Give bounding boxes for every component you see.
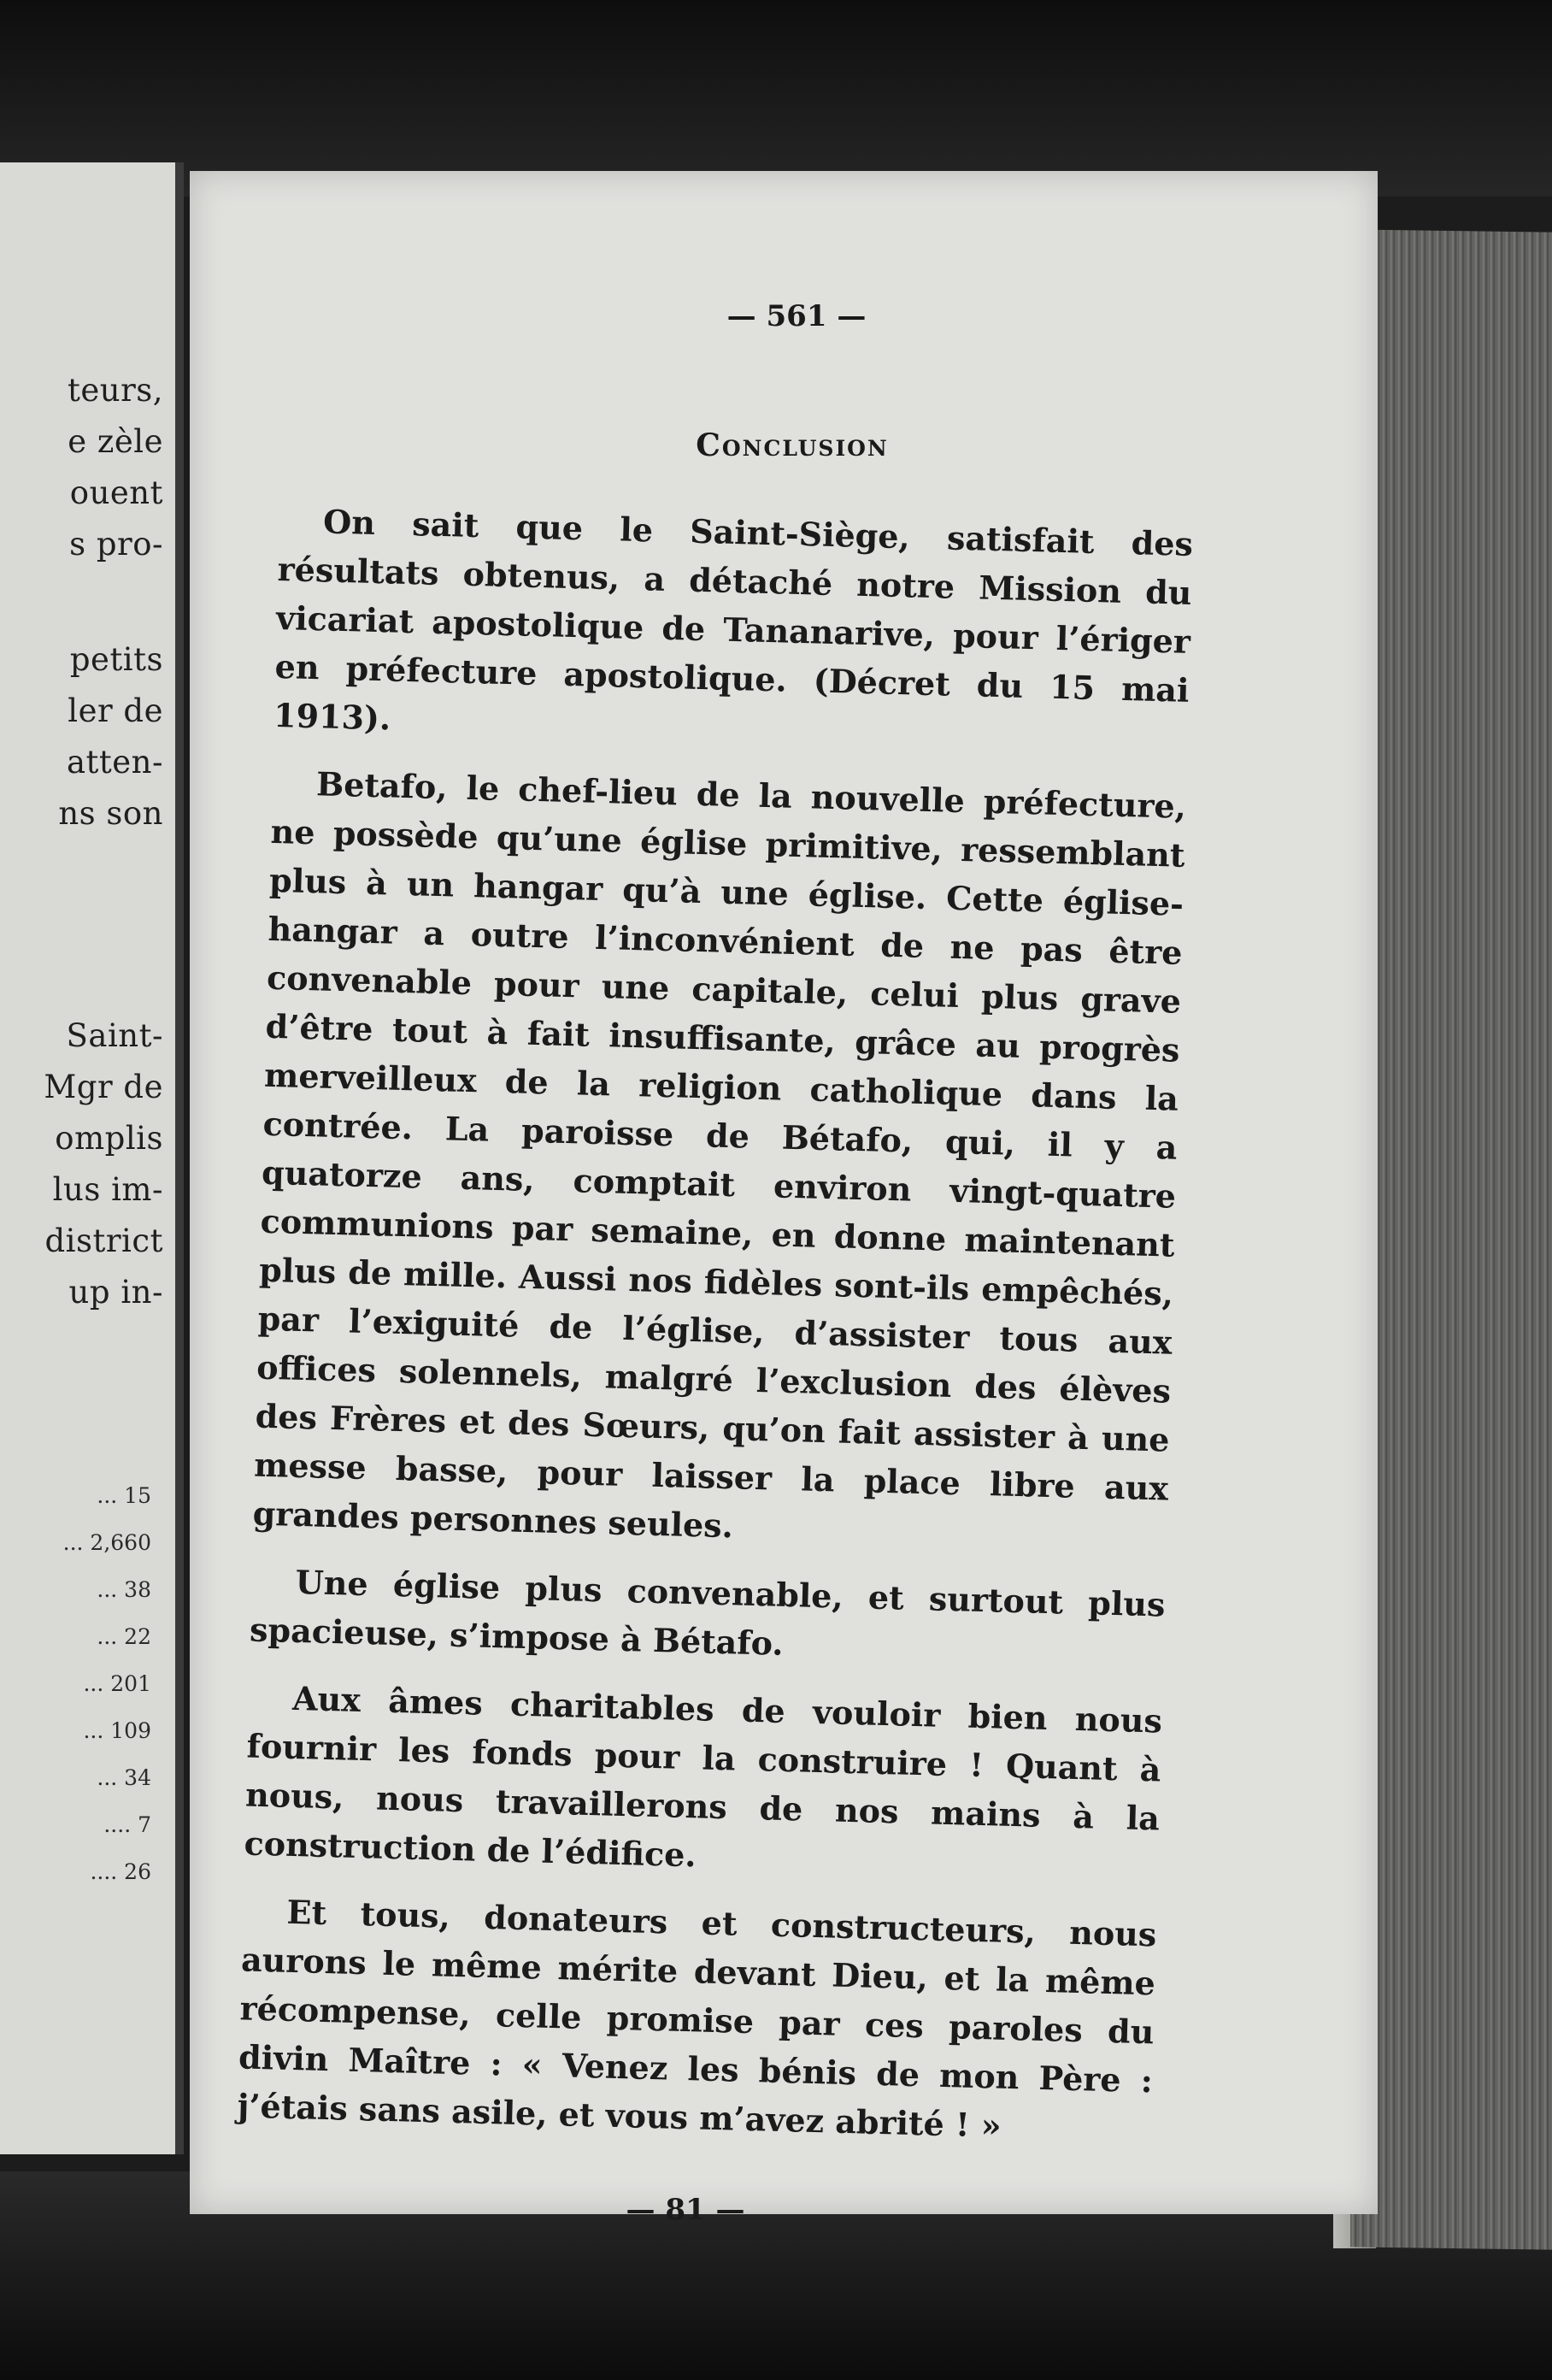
left-page-number: ... 109 xyxy=(83,1718,151,1743)
left-page-number: ... 34 xyxy=(97,1765,151,1790)
paragraph: Betafo, le chef-lieu de la nouvelle préfecture, ne possède qu’une église primitive, ressemblant plus à un hangar qu’à une église. Cette église-hangar a outre l’inconvénient de ne pas être convenable pour une capitale, celui plus grave d’être tout à fait insuffisante, grâce au progrès merveilleux de la religion catholique dans la contrée. La paroisse de Bétafo, qui, il y a quatorze ans, comptait environ vingt-quatre communions par semaine, en donne maintenant plus de mille. Aussi nos fidèles sont-ils empêchés, par l’exiguité de l’église, d’assister tous aux offices solennels, malgré l’exclusion des élèves des Frères et des Sœurs, qu’on fait assister à une messe basse, pour laisser la place libre aux grandes personnes seules. xyxy=(252,764,1187,1546)
left-page-line: ns son xyxy=(58,795,163,832)
left-page-line: omplis xyxy=(55,1120,163,1157)
main-page xyxy=(190,171,1378,2227)
paragraph: Une église plus convenable, et surtout plus spacieuse, s’impose à Bétafo. xyxy=(249,1562,1166,1663)
page-number-bottom: — 81 — xyxy=(626,2193,745,2227)
left-page-line: lus im- xyxy=(52,1171,163,1208)
left-page xyxy=(0,162,184,2154)
page-number-top: — 561 — xyxy=(726,299,867,333)
section-title: Conclusion xyxy=(696,427,889,463)
left-page-line: s pro- xyxy=(69,526,163,563)
left-page-line: up in- xyxy=(68,1274,163,1311)
left-page-line: atten- xyxy=(66,744,163,781)
left-page-number: ... 15 xyxy=(97,1483,151,1508)
left-page-line: teurs, xyxy=(67,372,163,409)
left-page-line: petits xyxy=(69,641,163,678)
left-page-line: Mgr de xyxy=(44,1069,163,1105)
left-page-line: ler de xyxy=(68,692,163,729)
left-page-number: ... 38 xyxy=(97,1577,151,1602)
left-page-line: district xyxy=(44,1222,163,1259)
book-page-edges xyxy=(1350,229,1552,2249)
paragraph: On sait que le Saint-Siège, satisfait des résultats obtenus, a détaché notre Mission du vicariat apostolique de Tananarive, pour l’ériger en préfecture apostolique. (Décret du 15 mai 1913). xyxy=(273,502,1194,738)
paragraph: Et tous, donateurs et constructeurs, nous aurons le même mérite devant Dieu, et la même récompense, celle promise par ces paroles du divin Maître : « Venez les bénis de mon Père : j’étais sans asile, et vous m’avez abrité ! » xyxy=(237,1892,1157,2145)
left-page-line: e zèle xyxy=(68,423,163,460)
left-page-number: ... 2,660 xyxy=(62,1530,151,1555)
body-text xyxy=(236,496,1193,2172)
left-page-number: .... 26 xyxy=(90,1859,151,1884)
left-page-number: ... 22 xyxy=(97,1624,151,1649)
background-top xyxy=(0,0,1552,197)
left-page-number: .... 7 xyxy=(103,1812,151,1837)
left-page-line: ouent xyxy=(69,474,163,511)
left-page-line: Saint- xyxy=(66,1017,163,1054)
left-page-number: ... 201 xyxy=(83,1671,151,1696)
paragraph: Aux âmes charitables de vouloir bien nous fournir les fonds pour la construire ! Quant à nous, nous travaillerons de nos mains à la construction de l’édifice. xyxy=(244,1678,1163,1875)
